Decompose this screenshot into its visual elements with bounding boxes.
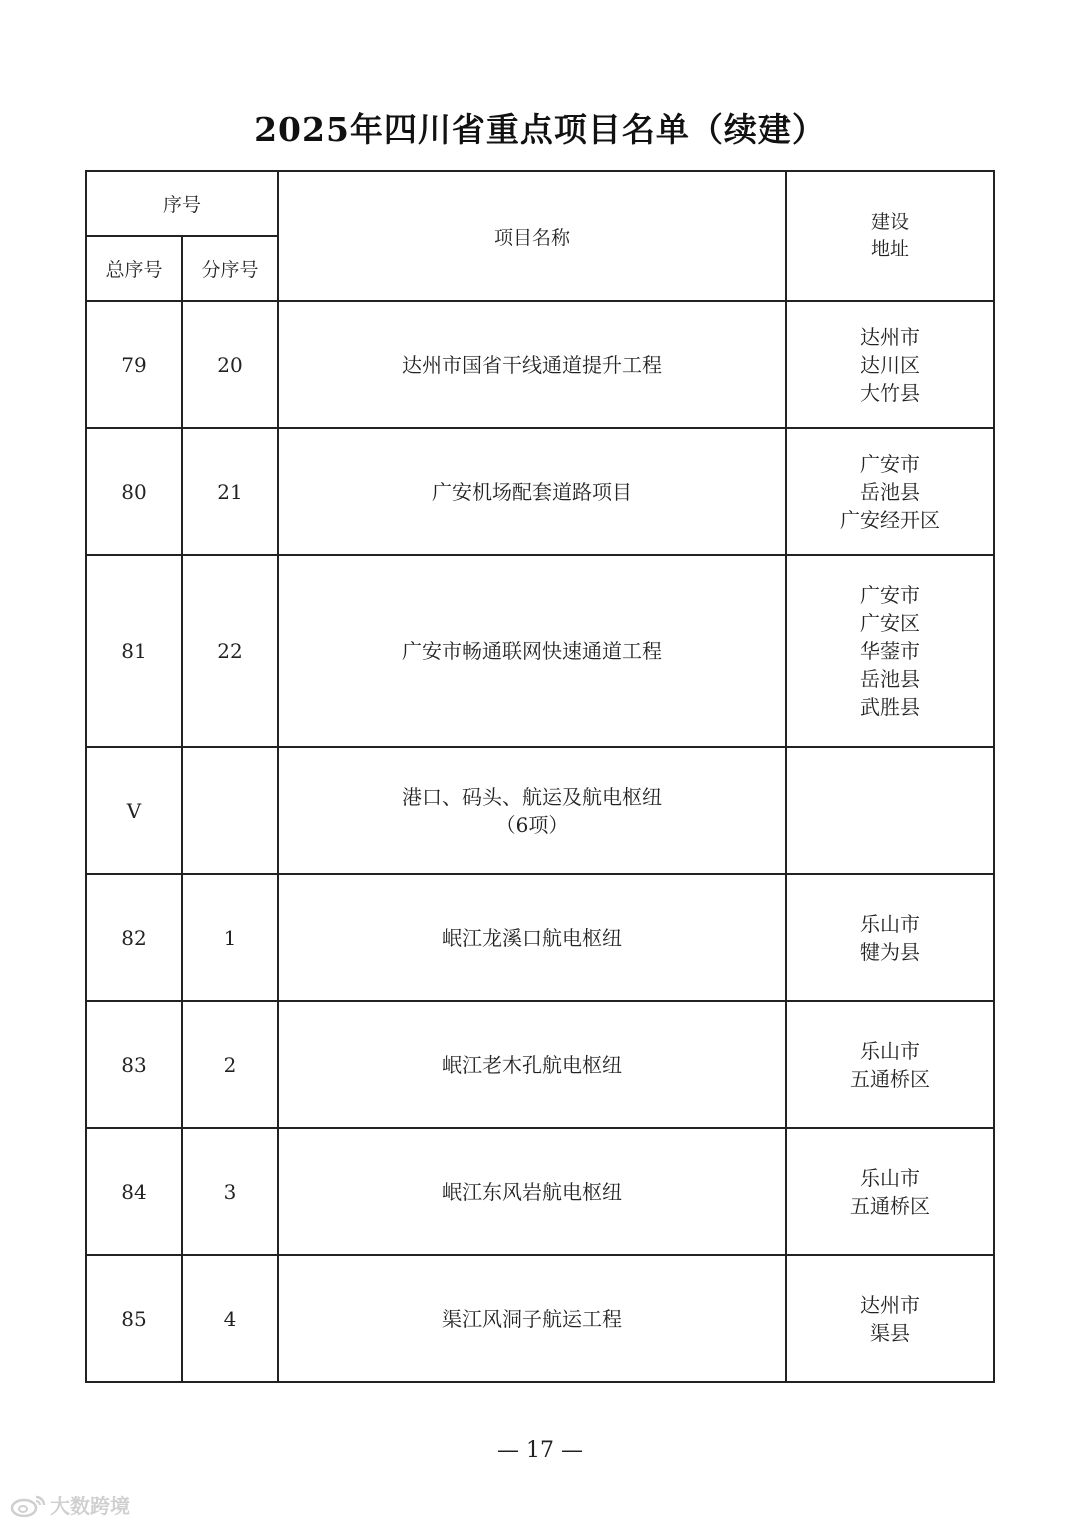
total-seq-cell: 82	[86, 874, 182, 1001]
sub-seq-cell: 4	[182, 1255, 278, 1382]
location-cell	[786, 1001, 994, 1128]
table-row	[86, 747, 994, 874]
total-seq-cell: V	[86, 747, 182, 874]
project-name-cell: 岷江龙溪口航电枢纽	[278, 874, 786, 1001]
watermark-text: 大数跨境	[50, 1494, 130, 1518]
table-row	[86, 1001, 994, 1128]
location-cell	[786, 1255, 994, 1382]
project-name-cell: 岷江东风岩航电枢纽	[278, 1128, 786, 1255]
project-name-cell: 岷江老木孔航电枢纽	[278, 1001, 786, 1128]
total-seq-cell: 81	[86, 555, 182, 747]
table-row	[86, 1128, 994, 1255]
projects-table	[85, 170, 995, 1383]
total-seq-cell: 84	[86, 1128, 182, 1255]
location-line: 乐山市	[860, 1165, 921, 1190]
location-line: 大竹县	[860, 380, 921, 405]
location-line: 广安区	[860, 611, 921, 635]
total-seq-cell: 85	[86, 1255, 182, 1382]
total-seq-cell: 80	[86, 428, 182, 555]
location-line: 达州市	[860, 1292, 921, 1317]
location-line: 乐山市	[860, 1038, 921, 1063]
header-total-seq: 总序号	[86, 236, 182, 301]
project-name-cell: 广安市畅通联网快速通道工程	[278, 555, 786, 747]
location-line: 华蓥市	[860, 639, 921, 663]
header-seq-group: 序号	[86, 171, 278, 236]
table-row	[86, 874, 994, 1001]
project-name-line: 港口、码头、航运及航电枢纽	[402, 784, 663, 809]
table-row	[86, 301, 994, 428]
table-row	[86, 1255, 994, 1382]
location-line: 犍为县	[860, 939, 921, 964]
sub-seq-cell: 2	[182, 1001, 278, 1128]
sub-seq-cell	[182, 747, 278, 874]
project-name-line: （6项）	[495, 812, 569, 837]
location-line: 渠县	[870, 1320, 911, 1345]
project-name-cell: 达州市国省干线通道提升工程	[278, 301, 786, 428]
header-location-line: 地址	[871, 238, 910, 260]
project-name-cell: 广安机场配套道路项目	[278, 428, 786, 555]
watermark	[10, 1490, 130, 1519]
header-location-line: 建设	[871, 211, 910, 233]
location-line: 达川区	[860, 352, 921, 377]
location-line: 五通桥区	[850, 1066, 931, 1091]
total-seq-cell: 79	[86, 301, 182, 428]
location-line: 岳池县	[860, 667, 921, 691]
sub-seq-cell: 21	[182, 428, 278, 555]
location-cell	[786, 747, 994, 874]
header-project-name: 项目名称	[278, 171, 786, 301]
location-line: 岳池县	[860, 479, 921, 504]
location-cell	[786, 874, 994, 1001]
location-cell	[786, 301, 994, 428]
location-line: 广安市	[860, 451, 921, 476]
location-line: 乐山市	[860, 911, 921, 936]
sub-seq-cell: 1	[182, 874, 278, 1001]
header-sub-seq: 分序号	[182, 236, 278, 301]
location-line: 广安市	[860, 583, 921, 607]
location-cell	[786, 428, 994, 555]
project-name-cell: 渠江风洞子航运工程	[278, 1255, 786, 1382]
header-location	[786, 171, 994, 301]
total-seq-cell: 83	[86, 1001, 182, 1128]
table-row	[86, 428, 994, 555]
table-row	[86, 555, 994, 747]
location-line: 武胜县	[860, 695, 921, 719]
page-number: — 17 —	[497, 1438, 583, 1463]
sub-seq-cell: 20	[182, 301, 278, 428]
page-title: 2025年四川省重点项目名单（续建）	[254, 110, 826, 149]
sub-seq-cell: 22	[182, 555, 278, 747]
weibo-logo-icon	[10, 1493, 46, 1517]
location-cell	[786, 1128, 994, 1255]
location-line: 五通桥区	[850, 1193, 931, 1218]
location-line: 达州市	[860, 324, 921, 349]
location-line: 广安经开区	[840, 507, 941, 532]
sub-seq-cell: 3	[182, 1128, 278, 1255]
project-name-cell	[278, 747, 786, 874]
location-cell	[786, 555, 994, 747]
